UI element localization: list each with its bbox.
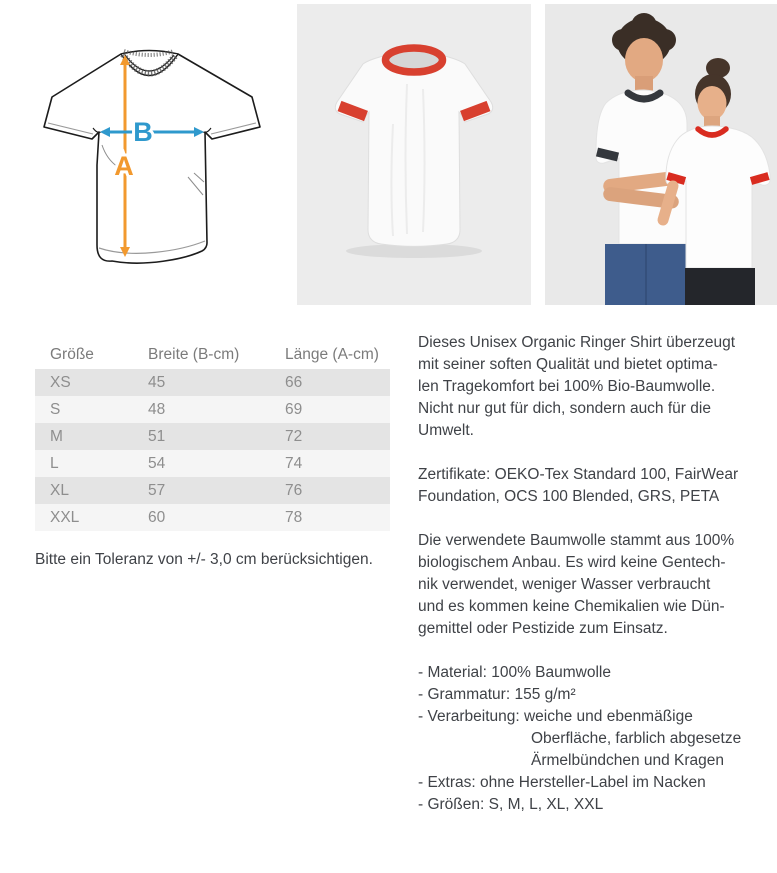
table-row [35, 369, 390, 396]
size-table-body [35, 369, 390, 531]
column-header: Länge (A-cm) [285, 346, 379, 363]
size-cell: XS [50, 373, 71, 391]
measure-cell: 78 [285, 508, 303, 526]
tshirt-measurement-diagram-icon [40, 45, 265, 270]
description-line: Ärmelbündchen und Kragen [531, 752, 725, 769]
description-line: - Verarbeitung: weiche und ebenmäßige [418, 708, 693, 725]
description-paragraph [418, 332, 770, 442]
table-row [35, 450, 390, 477]
measure-cell: 69 [285, 400, 303, 418]
measure-cell: 76 [285, 481, 303, 499]
column-header: Größe [50, 346, 94, 363]
measure-cell: 48 [148, 400, 166, 418]
measure-cell: 57 [148, 481, 166, 499]
description-line: Oberfläche, farblich abgesetze [531, 730, 742, 747]
description-line: gemittel oder Pestizide zum Einsatz. [418, 620, 668, 637]
description-line: Die verwendete Baumwolle stammt aus 100% [418, 532, 735, 549]
measure-cell: 66 [285, 373, 303, 391]
product-photo-models[interactable] [545, 4, 777, 305]
description-line: Foundation, OCS 100 Blended, GRS, PETA [418, 488, 720, 505]
measure-b-label: B [133, 117, 153, 147]
measure-cell: 45 [148, 373, 166, 391]
description-line: len Tragekomfort bei 100% Bio-Baumwolle. [418, 378, 716, 395]
table-row [35, 396, 390, 423]
size-table-header [35, 341, 390, 369]
size-cell: L [50, 454, 59, 472]
description-line: und es kommen keine Chemikalien wie Dün- [418, 598, 725, 615]
measure-a-label: A [114, 151, 134, 181]
models-photo-icon [545, 4, 777, 305]
description-paragraph [418, 464, 770, 508]
product-photo-flat[interactable] [297, 4, 531, 305]
measure-cell: 60 [148, 508, 166, 526]
description-line: nik verwendet, weniger Wasser verbraucht [418, 576, 711, 593]
measure-cell: 54 [148, 454, 166, 472]
measure-cell: 72 [285, 427, 303, 445]
description-line: Nicht nur gut für dich, sondern auch für die [418, 400, 711, 417]
size-cell: XL [50, 481, 69, 499]
description-paragraph [418, 662, 770, 816]
size-diagram-image [40, 45, 265, 270]
description-line: Dieses Unisex Organic Ringer Shirt überzeugt [418, 334, 736, 351]
size-cell: M [50, 427, 63, 445]
tshirt-outline [44, 51, 260, 264]
tolerance-note: Bitte ein Toleranz von +/- 3,0 cm berücksichtigen. [35, 551, 373, 568]
description-line: biologischem Anbau. Es wird keine Gentech- [418, 554, 726, 571]
size-cell: XXL [50, 508, 80, 526]
size-cell: S [50, 400, 61, 418]
description-line: - Extras: ohne Hersteller-Label im Nacken [418, 774, 706, 791]
description-line: Umwelt. [418, 422, 474, 439]
table-row [35, 477, 390, 504]
ringer-shirt-flat-icon [297, 4, 531, 305]
size-table [35, 341, 390, 531]
description-paragraph [418, 530, 770, 640]
table-row [35, 504, 390, 531]
product-description [418, 332, 770, 816]
description-line: Zertifikate: OEKO-Tex Standard 100, FairWear [418, 466, 739, 483]
measure-cell: 74 [285, 454, 303, 472]
table-row [35, 423, 390, 450]
description-line: mit seiner soften Qualität und bietet optima- [418, 356, 718, 373]
column-header: Breite (B-cm) [148, 346, 240, 363]
description-line: - Material: 100% Baumwolle [418, 664, 611, 681]
description-line: - Größen: S, M, L, XL, XXL [418, 796, 604, 813]
description-line: - Grammatur: 155 g/m² [418, 686, 576, 703]
measure-cell: 51 [148, 427, 166, 445]
